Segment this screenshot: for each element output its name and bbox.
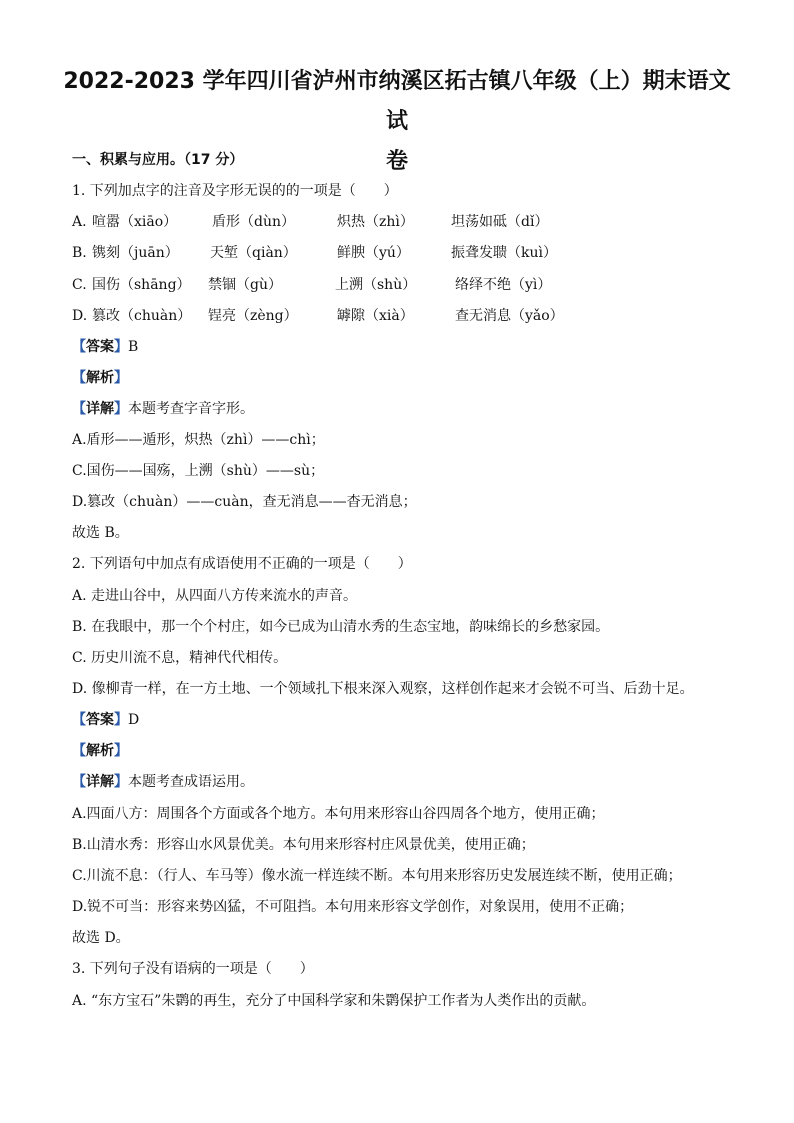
option-item: 天堑（qiàn） (210, 245, 297, 261)
answer-value: B (128, 339, 139, 355)
option-item: 络绎不绝（yì） (455, 277, 552, 293)
q2-option-a: A. 走进山谷中，从四面八方传来流水的声音。 (72, 588, 358, 604)
q1-conclusion: 故选 B。 (72, 525, 129, 541)
option-item: 国伤（shāng） (92, 277, 191, 293)
q2-conclusion: 故选 D。 (72, 930, 130, 946)
option-item: 禁锢（gù） (208, 277, 282, 293)
q2-option-c: C. 历史川流不息，精神代代相传。 (72, 650, 288, 666)
q2-answer (72, 710, 139, 730)
q2-explain-line: B.山清水秀：形容山水风景优美。本句用来形容村庄风景优美，使用正确； (72, 837, 535, 853)
answer-tag: 【答案】 (72, 339, 128, 355)
option-item: 坦荡如砥（dǐ） (451, 214, 549, 230)
q2-stem: 2. 下列语句中加点有成语使用不正确的一项是（ ） (72, 556, 412, 572)
title-line-1: 2022-2023 学年四川省泸州市纳溪区拓古镇八年级（上）期末语文试 (63, 69, 731, 134)
q1-explain-line: C.国伤——国殇，上溯（shù）——sù； (72, 463, 325, 479)
option-item: 振聋发聩（kuì） (451, 245, 557, 261)
q2-option-d: D. 像柳青一样，在一方土地、一个领域扎下根来深入观察，这样创作起来才会锐不可当、后劲十足。 (72, 681, 694, 697)
option-item: 上溯（shù） (335, 277, 417, 293)
q1-explain-line: D.篡改（chuàn）——cuàn，查无消息——杳无消息； (72, 494, 417, 510)
answer-value: D (128, 712, 140, 728)
option-item: 鲜腴（yú） (337, 245, 410, 261)
q2-explain-line: C.川流不息：（行人、车马等）像水流一样连续不断。本句用来形容历史发展连续不断，使用正确； (72, 868, 682, 884)
option-item: 炽热（zhì） (337, 214, 414, 230)
section-heading: 一、积累与应用。（17 分） (72, 152, 244, 168)
option-label: B. (72, 245, 87, 261)
option-item: 喧嚣（xiāo） (92, 214, 178, 230)
option-item: 查无消息（yǎo） (455, 308, 564, 324)
q1-explain-line: A.盾形——遁形，炽热（zhì）——chì； (72, 432, 325, 448)
q3-stem: 3. 下列句子没有语病的一项是（ ） (72, 961, 314, 977)
q2-explain-line: A.四面八方：周围各个方面或各个地方。本句用来形容山谷四周各个地方，使用正确； (72, 806, 605, 822)
option-item: 篡改（chuàn） (92, 308, 192, 324)
option-item: 罅隙（xià） (337, 308, 414, 324)
q1-answer (72, 337, 138, 357)
option-item: 镌刻（juān） (92, 245, 179, 261)
answer-tag: 【答案】 (72, 712, 128, 728)
q1-analysis-tag: 【解析】 (72, 370, 128, 386)
q2-analysis-tag: 【解析】 (72, 743, 128, 759)
q2-detail: 【详解】本题考查成语运用。 (72, 774, 254, 790)
q2-explain-line: D.锐不可当：形容来势凶猛，不可阻挡。本句用来形容文学创作，对象误用，使用不正确； (72, 899, 634, 915)
title-line-2: 卷 (385, 149, 408, 174)
option-label: C. (72, 277, 87, 293)
q1-detail: 【详解】本题考查字音字形。 (72, 401, 254, 417)
option-label: A. (72, 214, 87, 230)
option-item: 盾形（dùn） (212, 214, 295, 230)
q2-option-b: B. 在我眼中，那一个个村庄，如今已成为山清水秀的生态宝地，韵味绵长的乡愁家园。 (72, 619, 610, 635)
q3-option-a: A. “东方宝石”朱鹮的再生，充分了中国科学家和朱鹮保护工作者为人类作出的贡献。 (72, 993, 596, 1009)
q1-stem: 1. 下列加点字的注音及字形无误的的一项是（ ） (72, 183, 398, 199)
option-label: D. (72, 308, 88, 324)
option-item: 锃亮（zèng） (208, 308, 298, 324)
